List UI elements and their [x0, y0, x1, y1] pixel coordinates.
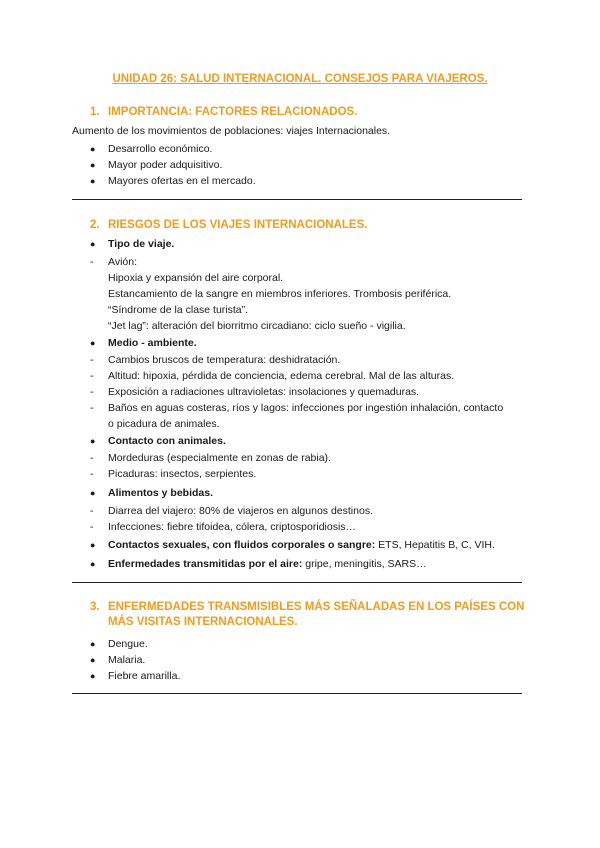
section-number: 3.	[90, 601, 100, 613]
dash-icon: -	[90, 402, 94, 414]
bullet-icon: ●	[90, 488, 96, 498]
text-line: Hipoxia y expansión del aire corporal.	[108, 272, 284, 284]
text-line: o picadura de animales.	[108, 418, 220, 430]
bullet-icon: ●	[90, 559, 96, 569]
dash-icon: -	[90, 521, 94, 533]
section-title: ENFERMEDADES TRANSMISIBLES MÁS SEÑALADAS EN LOS PAÍSES CON	[108, 601, 525, 613]
divider	[72, 693, 522, 694]
text-line: “Síndrome de la clase turista”.	[108, 304, 249, 316]
dash-icon: -	[90, 256, 94, 268]
section-1-intro: Aumento de los movimientos de poblaciones: viajes Internacionales.	[72, 125, 391, 137]
dash-icon: -	[90, 468, 94, 480]
section-title: IMPORTANCIA: FACTORES RELACIONADOS.	[108, 106, 358, 118]
dash-icon: -	[90, 505, 94, 517]
dash-icon: -	[90, 370, 94, 382]
bullet-icon: ●	[90, 540, 96, 550]
text-line: Estancamiento de la sangre en miembros inferiores. Trombosis periférica.	[108, 288, 452, 300]
section-2-heading	[90, 218, 530, 233]
section-title-continued: MÁS VISITAS INTERNACIONALES.	[108, 616, 298, 628]
dash-icon: -	[90, 452, 94, 464]
bullet-icon: ●	[90, 639, 96, 649]
document-page: UNIDAD 26: SALUD INTERNACIONAL. CONSEJOS PARA VIAJEROS. 1. IMPORTANCIA: FACTORES RELACIONADOS. Aumento de los movimientos de poblaciones: viajes Internacionales. ● Desarrollo económico. ● Mayor poder adquisitivo. ● Mayores ofertas en el mercado. 2. RIESGOS DE LOS VIAJES INTERNACIONALES. ● Tipo de viaje. - Avión: Hipoxia y expansión del aire corporal. Estancamiento de la sangre en miembros inferiores. Trombosis periférica. “Síndrome de la clase turista”. “Jet lag”: alteración del biorritmo circadiano: ciclo sueño - vigilia. ● Medio - ambiente. - Cambios bruscos de temperatura: deshidratación. - Altitud: hipoxia, pérdida de conciencia, edema cerebral. Mal de las alturas. - Exposición a radiaciones ultravioletas: insolaciones y quemaduras. - Baños en aguas costeras, ríos y lagos: infecciones por ingestión inhalación, contacto o picadura de animales. ● Contacto con animales. - Mordeduras (especialmente en zonas de rabia). - Picaduras: insectos, serpientes. ● Alimentos y bebidas. - Diarrea del viajero: 80% de viajeros en algunos destinos. - Infecciones: fiebre tifoidea, cólera, criptosporidiosis… ● Contactos sexuales, con fluidos corporales o sangre: ETS, Hepatitis B, C, VIH. ● Enfermedades transmitidas por el aire: gripe, meningitis, SARS… 3. ENFERMEDADES TRANSMISIBLES MÁS SEÑALADAS EN LOS PAÍSES CON MÁS VISITAS INTERNACIONALES. ● Dengue. ● Malaria. ● Fiebre amarilla.	[0, 0, 600, 848]
bullet-icon: ●	[90, 338, 96, 348]
bullet-icon: ●	[90, 160, 96, 170]
divider	[72, 199, 522, 200]
bullet-icon: ●	[90, 239, 96, 249]
dash-icon: -	[90, 386, 94, 398]
section-3-heading	[90, 600, 530, 630]
bullet-icon: ●	[90, 436, 96, 446]
bullet-icon: ●	[90, 655, 96, 665]
section-1-heading	[90, 105, 530, 120]
divider	[72, 582, 522, 583]
section-title: RIESGOS DE LOS VIAJES INTERNACIONALES.	[108, 219, 368, 231]
section-number: 2.	[90, 219, 100, 231]
bullet-icon: ●	[90, 144, 96, 154]
bullet-icon: ●	[90, 176, 96, 186]
text-line: “Jet lag”: alteración del biorritmo circadiano: ciclo sueño - vigilia.	[108, 320, 406, 332]
document-title: UNIDAD 26: SALUD INTERNACIONAL. CONSEJOS PARA VIAJEROS.	[112, 73, 488, 85]
bullet-icon: ●	[90, 671, 96, 681]
section-number: 1.	[90, 106, 100, 118]
dash-icon: -	[90, 354, 94, 366]
